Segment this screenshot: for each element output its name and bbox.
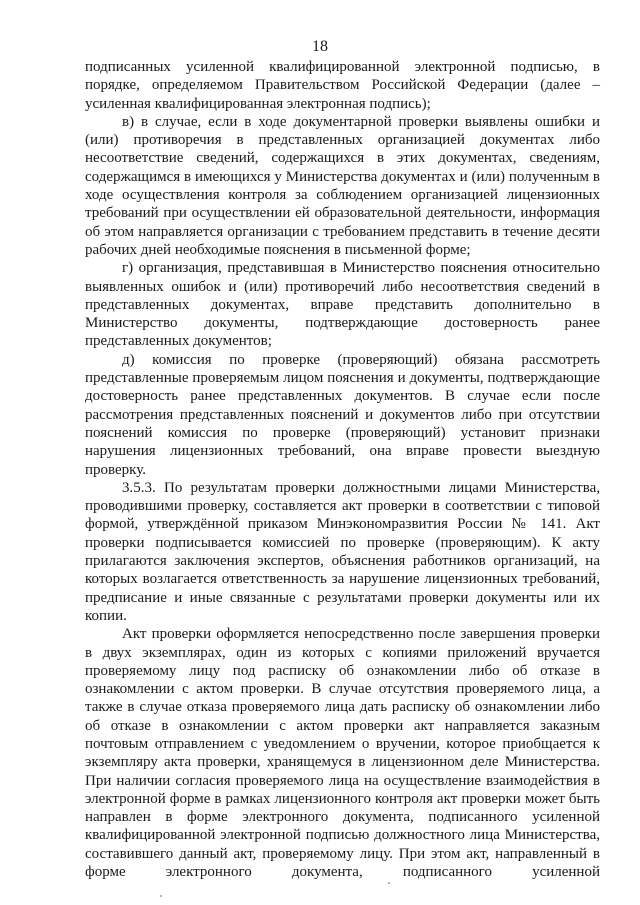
paragraph-act-delivery: Акт проверки оформляется непосредственно после завершения проверки в двух экземплярах, один из которых с копиями приложений вручается проверяемому лицу под расписку об ознакомлении либо об отказе в ознакомлении с актом проверки. В случае отсутствия проверяемого лица, а также в случае отказа проверяемого лица дать расписку об ознакомлении либо об отказе в ознакомлении с актом проверки акт направляется заказным почтовым отправлением с уведомлением о вручении, которое приобщается к экземпляру акта проверки, хранящемуся в лицензионном деле Министерства. При наличии согласия проверяемого лица на осуществление взаимодействия в электронной форме в рамках лицензионного контроля акт проверки может быть направлен в форме электронного документа, подписанного усиленной квалифицированной электронной подписью должностного лица Министерства, составившего данный акт, проверяемому лицу. При этом акт, направленный в форме электронного документа, подписанного усиленной <box>85 626 600 881</box>
paragraph-continuation: подписанных усиленной квалифицированной электронной подписью, в порядке, определяемом Правительством Российской Федерации (далее – усиленная квалифицированная электронная подпись); <box>85 59 600 112</box>
scan-dot-mark <box>160 895 162 897</box>
page-number: 18 <box>312 38 328 55</box>
scan-dot-mark <box>388 882 390 884</box>
paragraph-item-g: г) организация, представившая в Министерство пояснения относительно выявленных ошибок и (или) противоречий либо несоответствия сведений в представленных документах, вправе представить дополнительно в Министерство документы, подтверждающие достоверность ранее представленных документов; <box>85 260 600 350</box>
paragraph-3-5-3: 3.5.3. По результатам проверки должностными лицами Министерства, проводившими проверку, составляется акт проверки в соответствии с типовой формой, утверждённой приказом Минэкономразвития России № 141. Акт проверки подписывается комиссией по проверке (проверяющим). К акту прилагаются заключения экспертов, объяснения работников организаций, на которых возлагается ответственность за нарушение лицензионных требований, предписание и иные связанные с результатами проверки документы или их копии. <box>85 479 600 624</box>
document-body <box>85 58 600 881</box>
paragraph-item-d: д) комиссия по проверке (проверяющий) обязана рассмотреть представленные проверяемым лицом пояснения и документы, подтверждающие достоверность ранее представленных документов. В случае если после рассмотрения представленных пояснений и документов либо при отсутствии пояснений комиссия по проверке (проверяющий) установит признаки нарушения лицензионных требований, она вправе провести выездную проверку. <box>85 351 600 478</box>
paragraph-item-v: в) в случае, если в ходе документарной проверки выявлены ошибки и (или) противоречия в представленных организацией документах либо несоответствие сведений, содержащихся в этих документах, сведениям, содержащимся в имеющихся у Министерства документах и (или) полученным в ходе осуществления контроля за соблюдением организацией лицензионных требований при осуществлении ей образовательной деятельности, информация об этом направляется организации с требованием представить в течение десяти рабочих дней необходимые пояснения в письменной форме; <box>85 113 600 258</box>
